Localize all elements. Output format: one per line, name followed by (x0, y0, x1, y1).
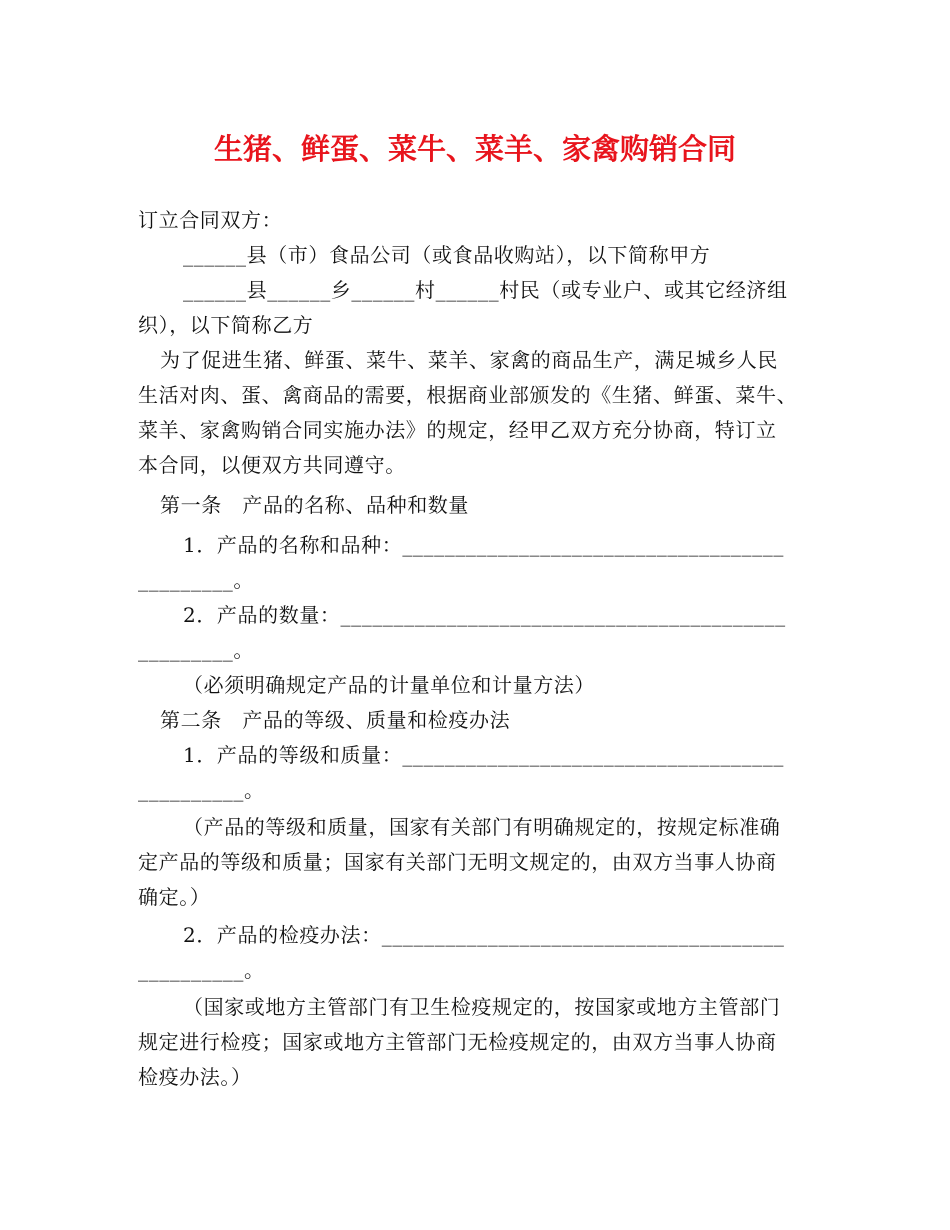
paragraph-line: ______县______乡______村______村民（或专业户、或其它经济组 (183, 278, 788, 302)
form-field-line: __________。 (138, 958, 265, 982)
form-field-line: __________。 (138, 778, 265, 802)
article-heading: 第二条 产品的等级、质量和检疫办法 (160, 708, 511, 732)
paragraph-line: ______县（市）食品公司（或食品收购站），以下简称甲方 (183, 243, 711, 267)
paragraph-line: （产品的等级和质量，国家有关部门有明确规定的，按规定标准确 (183, 815, 781, 839)
paragraph-line: （国家或地方主管部门有卫生检疫规定的，按国家或地方主管部门 (183, 995, 781, 1019)
paragraph-line: （必须明确规定产品的计量单位和计量方法） (183, 673, 595, 697)
form-field-line: _________。 (138, 638, 254, 662)
form-field-line: 2．产品的检疫办法：______________________________________ (183, 923, 785, 947)
paragraph-line: 为了促进生猪、鲜蛋、菜牛、菜羊、家禽的商品生产，满足城乡人民 (160, 348, 778, 372)
paragraph-line: 检疫办法。） (138, 1065, 252, 1089)
paragraph-line: 定产品的等级和质量；国家有关部门无明文规定的，由双方当事人协商 (138, 850, 777, 874)
form-field-line: _________。 (138, 568, 254, 592)
paragraph-line: 本合同，以便双方共同遵守。 (138, 453, 406, 477)
paragraph-line: 订立合同双方： (138, 208, 283, 232)
article-heading: 第一条 产品的名称、品种和数量 (160, 493, 469, 517)
document-title: 生猪、鲜蛋、菜牛、菜羊、家禽购销合同 (213, 132, 736, 166)
form-field-line: 1．产品的名称和品种：____________________________________ (183, 533, 784, 557)
form-field-line: 2．产品的数量：__________________________________________ (183, 603, 786, 627)
paragraph-line: 确定。） (138, 885, 211, 909)
paragraph-line: 织），以下简称乙方 (138, 313, 314, 337)
paragraph-line: 菜羊、家禽购销合同实施办法》的规定，经甲乙双方充分协商，特订立 (138, 418, 777, 442)
paragraph-line: 生活对肉、蛋、禽商品的需要，根据商业部颁发的《生猪、鲜蛋、菜牛、 (138, 383, 798, 407)
form-field-line: 1．产品的等级和质量：____________________________________ (183, 743, 784, 767)
paragraph-line: 规定进行检疫；国家或地方主管部门无检疫规定的，由双方当事人协商 (138, 1030, 777, 1054)
